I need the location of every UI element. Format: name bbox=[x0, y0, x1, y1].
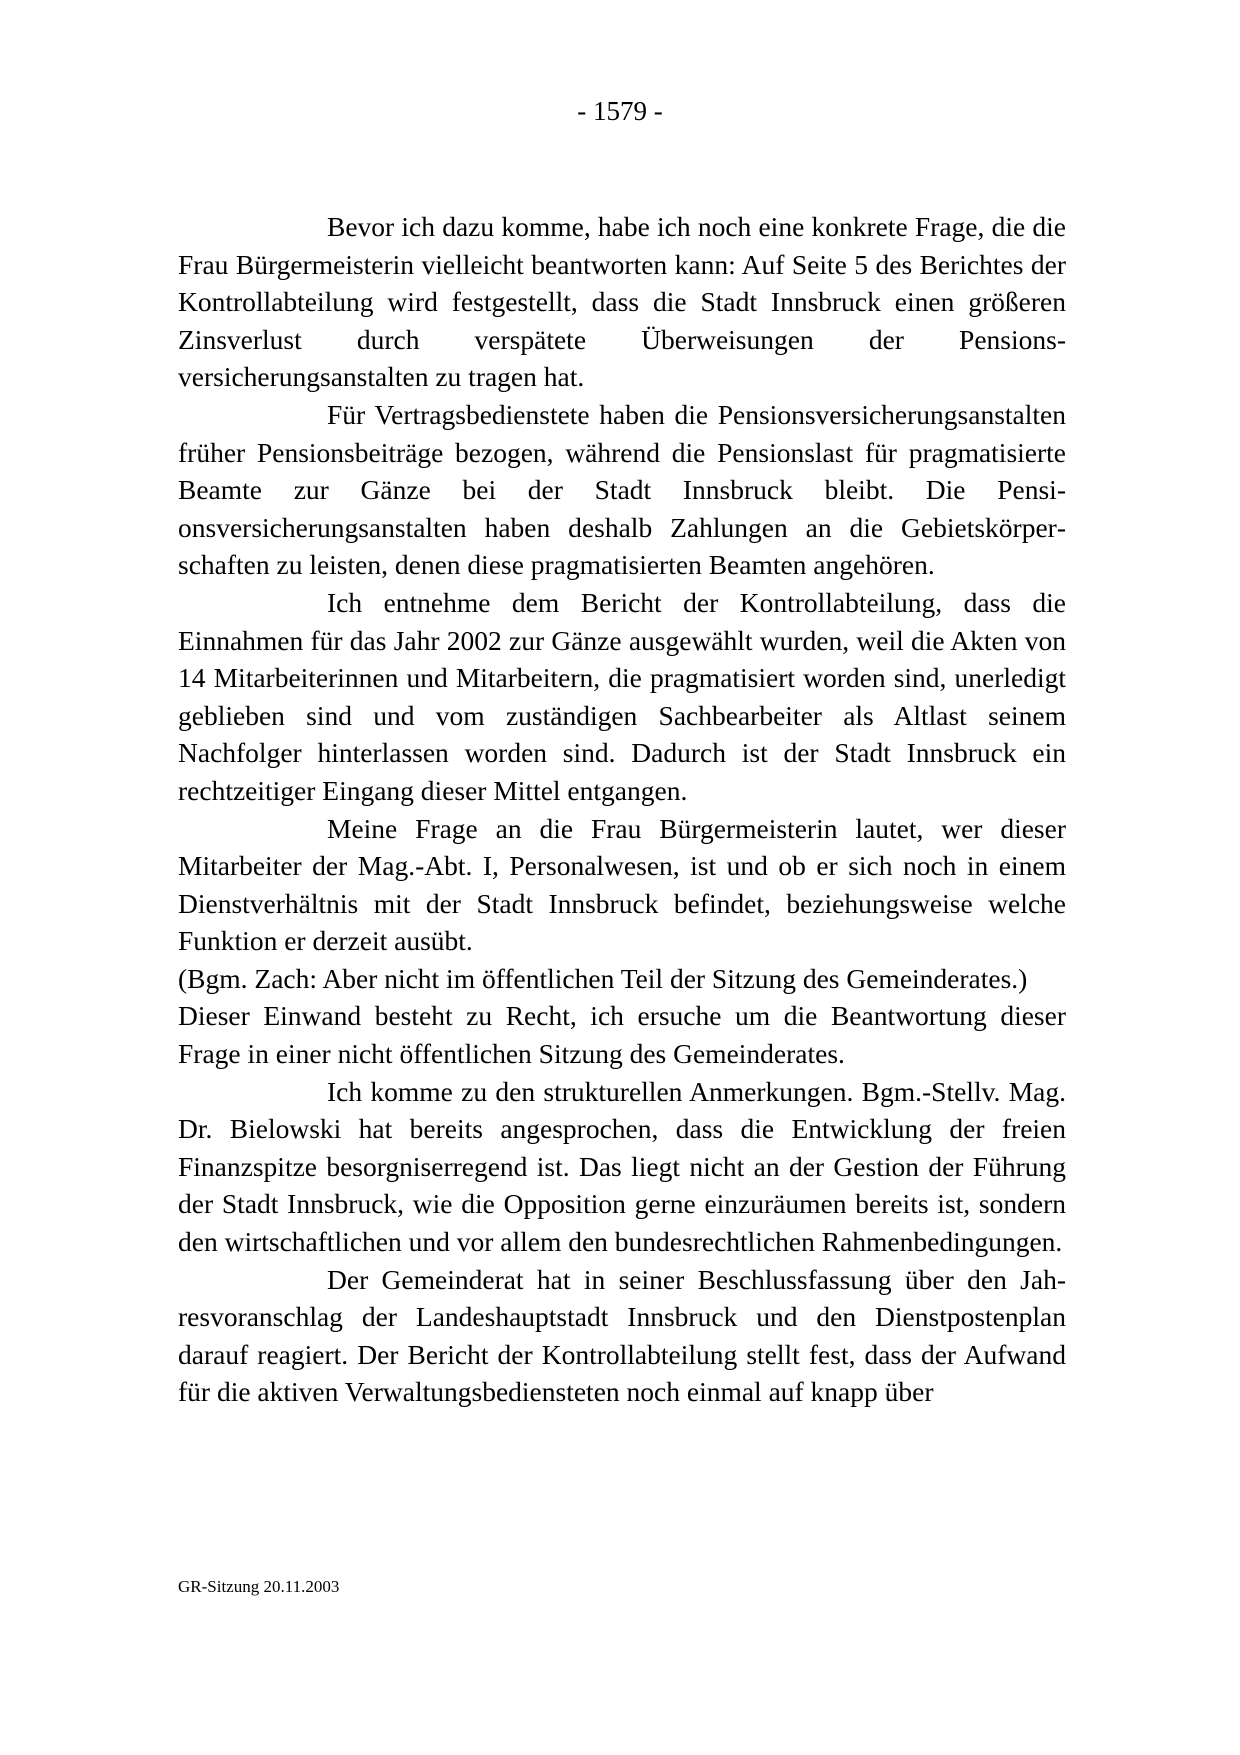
paragraph: Meine Frage an die Frau Bürgermeisterin lautet, wer dieser Mitarbeiter der Mag.-Abt. I, Personalwesen, ist und ob er sich noch in einem Dienstverhältnis mit der Stadt Innsbruck befindet, beziehungsweise welche Funktion er derzeit ausübt. bbox=[178, 812, 1066, 957]
footer-session-date: GR-Sitzung 20.11.2003 bbox=[178, 1577, 340, 1596]
interjection: (Bgm. Zach: Aber nicht im öffentlichen Teil der Sitzung des Gemeinderates.) bbox=[178, 962, 1028, 994]
paragraph: Der Gemeinderat hat in seiner Beschlussfassung über den Jahresvoranschlag der Landeshauptstadt Innsbruck und den Dienstpostenplan darauf reagiert. Der Bericht der Kontrollabteilung stellt fest, dass der Aufwand für die aktiven Verwaltungsbediensteten noch einmal auf knapp über bbox=[178, 1263, 1066, 1408]
document-body bbox=[178, 208, 1066, 1411]
paragraph: Ich entnehme dem Bericht der Kontrollabteilung, dass die Einnahmen für das Jahr 2002 zur Gänze ausgewählt wurden, weil die Akten von 14 Mitarbeiterinnen und Mitarbeitern, die pragmatisiert worden sind, unerledigt geblieben sind und vom zuständigen Sachbearbeiter als Altlast seinem Nachfolger hinterlassen worden sind. Dadurch ist der Stadt Innsbruck ein rechtzeitiger Eingang dieser Mittel entgangen. bbox=[178, 586, 1066, 806]
paragraph: Ich komme zu den strukturellen Anmerkungen. Bgm.-Stellv. Mag. Dr. Bielowski hat bereits angesprochen, dass die Entwicklung der freien Finanzspitze besorgniserregend ist. Das liegt nicht an der Gestion der Führung der Stadt Innsbruck, wie die Opposition gerne einzuräumen bereits ist, sondern den wirtschaftlichen und vor allem den bundesrechtlichen Rahmenbedingungen. bbox=[178, 1075, 1066, 1258]
paragraph: Dieser Einwand besteht zu Recht, ich ersuche um die Beantwortung dieser Frage in einer nicht öffentlichen Sitzung des Gemeinderates. bbox=[178, 1000, 1066, 1070]
page-number: - 1579 - bbox=[577, 96, 663, 126]
paragraph: Bevor ich dazu komme, habe ich noch eine konkrete Frage, die die Frau Bürgermeisterin vielleicht beantworten kann: Auf Seite 5 des Berichtes der Kontrollabteilung wird festgestellt, dass die Stadt Innsbruck einen größeren Zinsverlust durch verspätete Überweisungen der Pensionsversicherungsanstalten zu tragen hat. bbox=[178, 211, 1066, 393]
paragraph: Für Vertragsbedienstete haben die Pensionsversicherungsanstalten früher Pensionsbeiträge bezogen, während die Pensionslast für pragmatisierte Beamte zur Gänze bei der Stadt Innsbruck bleibt. Die Pensionsversicherungsanstalten haben deshalb Zahlungen an die Gebietskörperschaften zu leisten, denen diese pragmatisierten Beamten angehören. bbox=[178, 398, 1066, 581]
